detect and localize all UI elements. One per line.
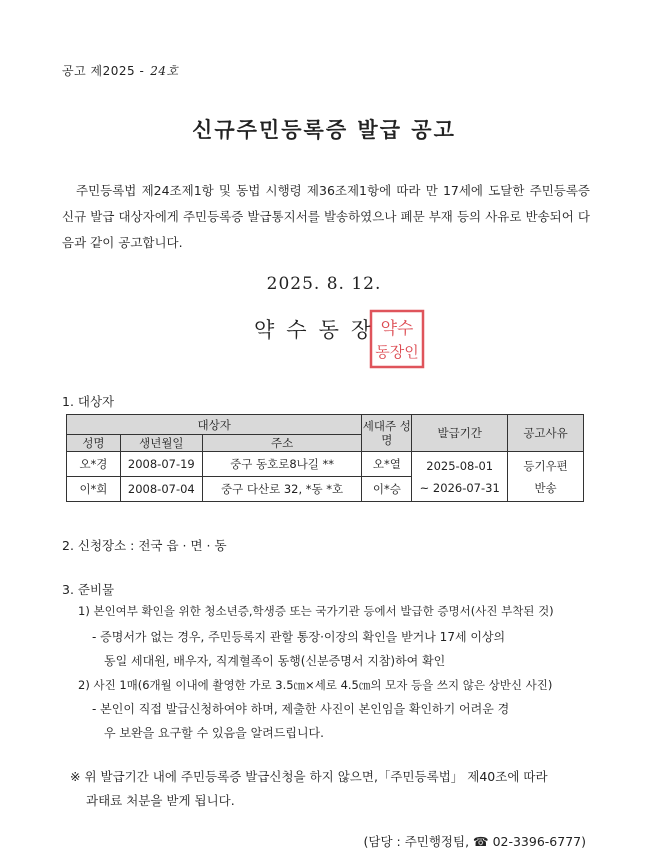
period-end: ~ 2026-07-31: [419, 480, 500, 495]
official-seal-stamp: [368, 308, 426, 370]
requirement-item-1-sub-b: 동일 세대원, 배우자, 직계혈족이 동행(신분증명서 지참)하여 확인: [104, 654, 446, 668]
cell-reason: [508, 452, 584, 502]
intro-paragraph: 주민등록법 제24조제1항 및 동법 시행령 제36조제1항에 따라 만 17세에 도달한 주민등록증 신규 발급 대상자에게 주민등록증 발급통지서를 발송하였으나 폐문 부재 등의 사유로 반송되어 다음과 같이 공고합니다.: [62, 183, 590, 250]
requirement-item-2-sub-b: 우 보완을 요구할 수 있음을 알려드립니다.: [104, 726, 324, 740]
cell-name: 오*경: [67, 452, 121, 477]
page-title: 신규주민등록증 발급 공고: [192, 118, 456, 142]
cell-birth: 2008-07-04: [120, 477, 202, 502]
cell-name: 이*희: [67, 477, 121, 502]
section-1-heading: 1. 대상자: [62, 394, 115, 409]
header-name: 성명: [67, 435, 121, 452]
cell-address: 중구 다산로 32, *동 *호: [202, 477, 362, 502]
section-2-heading: 2. 신청장소 : 전국 읍 · 면 · 동: [62, 538, 227, 553]
header-householder: 세대주 성명: [362, 415, 412, 452]
document-number-handwritten: 24호: [150, 64, 179, 78]
header-target: 대상자: [67, 415, 362, 435]
contact-info: (담당 : 주민행정팀, ☎ 02-3396-6777): [363, 834, 586, 849]
requirement-item-1: 1) 본인여부 확인을 위한 청소년증,학생증 또는 국가기관 등에서 발급한 증명서(사진 부착된 것): [78, 604, 554, 618]
requirement-item-1-sub-a: - 증명서가 없는 경우, 주민등록지 관할 통장·이장의 확인을 받거나 17세 이상의: [92, 630, 506, 644]
cell-householder: 오*열: [362, 452, 412, 477]
reason-line2: 반송: [534, 480, 557, 495]
section-3-heading: 3. 준비물: [62, 582, 115, 597]
penalty-notice-line2: 과태료 처분을 받게 됩니다.: [86, 793, 235, 808]
seal-line2: 동장인: [375, 343, 419, 361]
cell-householder: 이*승: [362, 477, 412, 502]
cell-address: 중구 동호로8나길 **: [202, 452, 362, 477]
seal-line1: 약수: [380, 319, 414, 339]
header-birth: 생년월일: [120, 435, 202, 452]
requirement-item-2: 2) 사진 1매(6개월 이내에 촬영한 가로 3.5㎝×세로 4.5㎝의 모자 등을 쓰지 않은 상반신 사진): [78, 678, 553, 692]
period-start: 2025-08-01: [426, 458, 494, 473]
document-number-prefix: 공고 제2025 -: [62, 64, 145, 78]
penalty-notice-line1: ※ 위 발급기간 내에 주민등록증 발급신청을 하지 않으면,「주민등록법」 제40조에 따라: [70, 769, 548, 784]
issuer-name: 약수동장: [254, 318, 384, 342]
requirement-item-2-sub-a: - 본인이 직접 발급신청하여야 하며, 제출한 사진이 본인임을 확인하기 어려운 경: [92, 702, 510, 716]
cell-period: [412, 452, 508, 502]
document-number: [62, 62, 179, 79]
header-reason: 공고사유: [508, 415, 584, 452]
table-row: [67, 452, 584, 477]
header-address: 주소: [202, 435, 362, 452]
cell-birth: 2008-07-19: [120, 452, 202, 477]
reason-line1: 등기우편: [523, 458, 568, 473]
target-table: [66, 414, 584, 502]
header-period: 발급기간: [412, 415, 508, 452]
notice-date: 2025. 8. 12.: [266, 274, 382, 294]
